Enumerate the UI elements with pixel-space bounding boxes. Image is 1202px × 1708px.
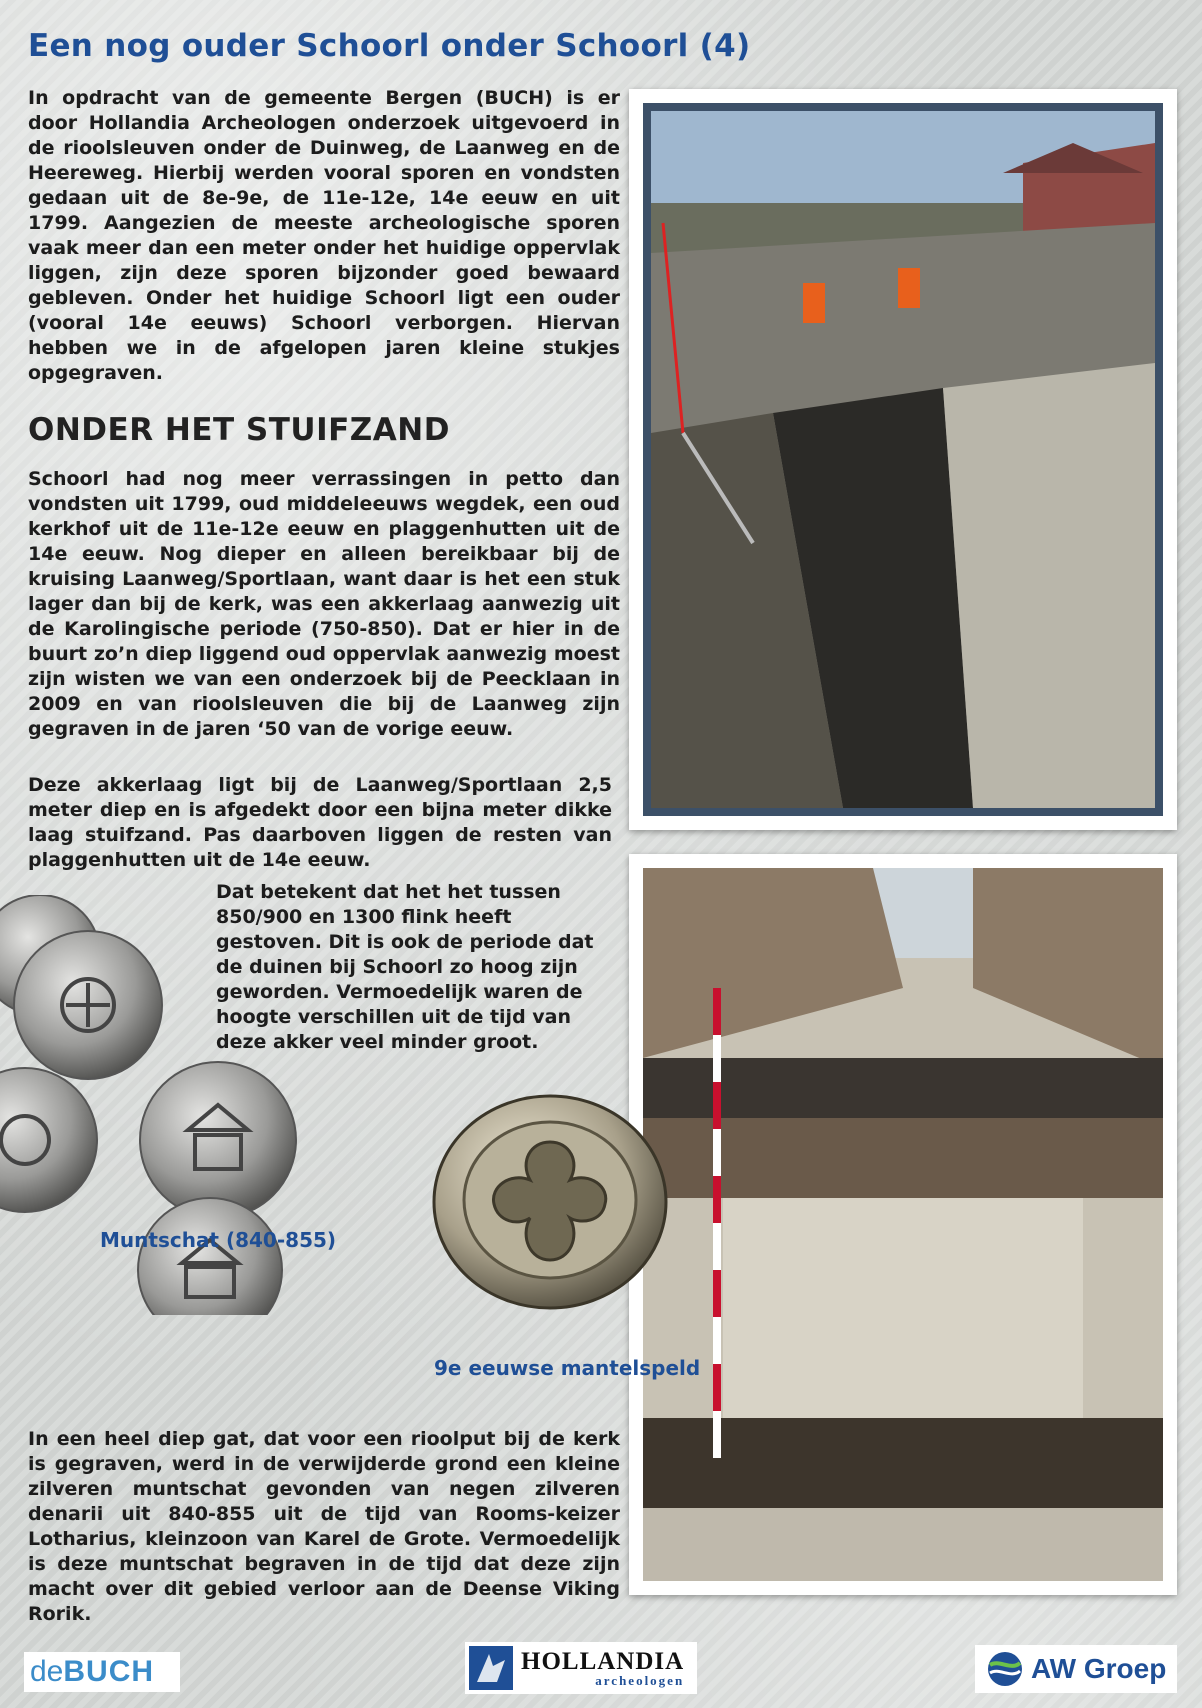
paragraph-muntschat: In een heel diep gat, dat voor een rioolput bij de kerk is gegraven, werd in de verwijderde grond een kleine zilveren muntschat gevonden van negen zilveren denarii uit 840-855 uit de tijd van Rooms-keizer Lotharius, kleinzoon van Karel de Grote. Vermoedelijk is deze muntschat begraven in de tijd dat deze zijn macht over dit gebied verloor aan de Deense Viking Rorik. — [28, 1428, 620, 1625]
coin-hoard-image — [0, 895, 300, 1315]
soil-profile-photo-frame — [629, 854, 1177, 1595]
buch-prefix: de — [30, 1655, 64, 1688]
buch-name: BUCH — [63, 1655, 155, 1688]
hollandia-logo — [465, 1642, 697, 1694]
excavation-trench-photo — [643, 103, 1163, 816]
excavation-photo-frame — [629, 89, 1177, 830]
soil-profile-photo — [643, 868, 1163, 1581]
intro-paragraph: In opdracht van de gemeente Bergen (BUCH) is er door Hollandia Archeologen onderzoek uitgevoerd in de rioolsleuven onder de Duinweg, de Laanweg en de Heereweg. Hierbij werden vooral sporen en vondsten gedaan uit de 8e-9e, de 11e-12e, 14e eeuw en uit 1799. Aangezien de meeste archeologische sporen vaak meer dan een meter onder het huidige oppervlak liggen, zijn deze sporen bijzonder goed bewaard gebleven. Onder het huidige Schoorl ligt een ouder (vooral 14e eeuws) Schoorl verborgen. Hiervan hebben we in de afgelopen jaren kleine stukjes opgegraven. — [28, 87, 620, 384]
aw-globe-icon — [987, 1651, 1023, 1687]
paragraph-gestoven: Dat betekent dat het het tussen 850/900 en 1300 flink heeft gestoven. Dit is ook de periode dat de duinen bij Schoorl zo hoog zijn geworden. Vermoedelijk waren de hoogte verschillen uit de tijd van deze akker veel minder groot. — [216, 881, 594, 1053]
brooch-caption: 9e eeuwse mantelspeld — [434, 1356, 701, 1380]
coin-hoard-caption: Muntschat (840-855) — [100, 1228, 337, 1252]
page-title: Een nog ouder Schoorl onder Schoorl (4) — [28, 28, 751, 64]
aw-groep-name: AW Groep — [1031, 1653, 1167, 1684]
section-heading: ONDER HET STUIFZAND — [28, 412, 450, 448]
de-buch-logo — [24, 1652, 180, 1692]
hollandia-emblem-icon — [469, 1646, 513, 1690]
paragraph-stuifzand: Schoorl had nog meer verrassingen in petto dan vondsten uit 1799, oud middeleeuws wegdek, een oud kerkhof uit de 11e-12e eeuw en plaggenhutten uit de 14e eeuw. Nog dieper en alleen bereikbaar bij de kruising Laanweg/Sportlaan, want daar is het een stuk lager dan bij de kerk, was een akkerlaag aanwezig uit de Karolingische periode (750-850). Dat er hier in de buurt zo’n diep liggend oud oppervlak aanwezig moest zijn wisten we van een onderzoek bij de Peecklaan in 2009 en van rioolsleuven die bij de Laanweg zijn gegraven in de jaren ‘50 van de vorige eeuw. — [28, 468, 620, 740]
brooch-image — [430, 1092, 670, 1312]
aw-groep-logo — [975, 1645, 1177, 1693]
hollandia-sub: archeologen — [595, 1673, 685, 1688]
hollandia-name: HOLLANDIA — [521, 1648, 685, 1675]
paragraph-akkerlaag: Deze akkerlaag ligt bij de Laanweg/Sportlaan 2,5 meter diep en is afgedekt door een bijna meter dikke laag stuifzand. Pas daarboven liggen de resten van plaggenhutten uit de 14e eeuw. — [28, 774, 612, 871]
